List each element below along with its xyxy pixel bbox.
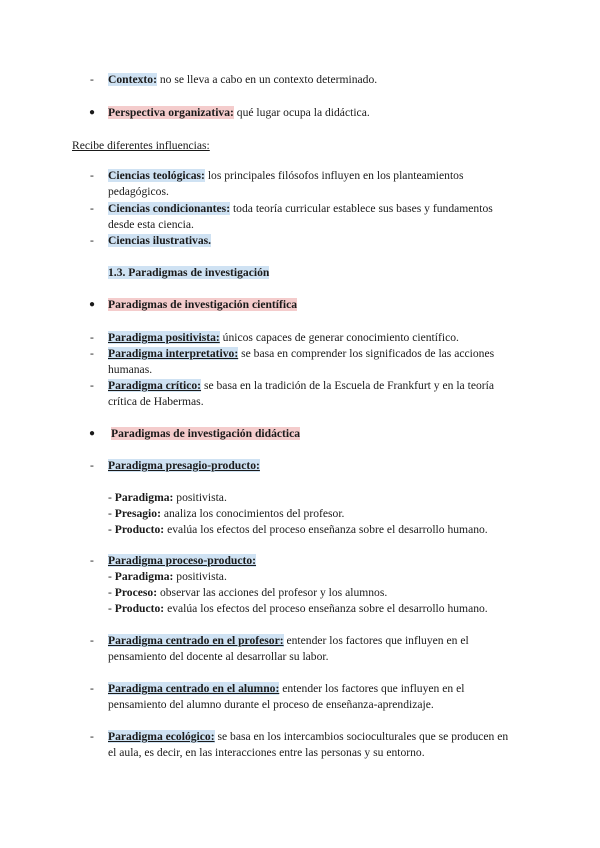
centrado-alumno-line: [108, 681, 464, 697]
didactica-heading: Paradigmas de investigación didáctica: [111, 427, 301, 440]
centrado-profesor-label: Paradigma centrado en el profesor:: [108, 634, 284, 647]
teologicas-text-cont: pedagógicos.: [108, 185, 169, 198]
positivista-text: únicos capaces de generar conocimiento científico.: [219, 331, 459, 344]
dash-marker: -: [90, 202, 94, 215]
interpretativo-label: Paradigma interpretativo:: [108, 347, 239, 360]
dash-marker: -: [90, 73, 94, 86]
proceso-producto-item: - Producto: evalúa los efectos del proceso enseñanza sobre el desarrollo humano.: [108, 602, 488, 615]
contexto-line: [108, 72, 377, 88]
centrado-alumno-label: Paradigma centrado en el alumno:: [108, 682, 280, 695]
dash-marker: -: [90, 379, 94, 392]
centrado-profesor-text: entender los factores que influyen en el: [283, 634, 469, 647]
proceso-producto-item: - Proceso: observar las acciones del profesor y los alumnos.: [108, 586, 388, 599]
perspectiva-line: [108, 105, 370, 121]
presagio-producto-title: Paradigma presagio-producto:: [108, 459, 260, 472]
centrado-profesor-line: [108, 633, 469, 649]
proceso-producto-item: - Paradigma: positivista.: [108, 570, 227, 583]
interpretativo-text: se basa en comprender los significados de las acciones: [238, 347, 495, 360]
ecologico-label: Paradigma ecológico:: [108, 730, 215, 743]
dash-marker: -: [90, 682, 94, 695]
presagio-producto-item: - Presagio: analiza los conocimientos del profesor.: [108, 507, 345, 520]
ecologico-text: se basa en los intercambios socioculturales que se producen en: [214, 730, 509, 743]
ilustrativas-label: Ciencias ilustrativas.: [108, 234, 212, 247]
positivista-label: Paradigma positivista:: [108, 331, 220, 344]
teologicas-text: los principales filósofos influyen en los planteamientos: [204, 169, 464, 182]
critico-label: Paradigma crítico:: [108, 379, 202, 392]
dash-marker: -: [90, 331, 94, 344]
dash-marker: -: [90, 169, 94, 182]
centrado-profesor-text-cont: pensamiento del docente al desarrollar su labor.: [108, 650, 329, 663]
condicionantes-text: toda teoría curricular establece sus bases y fundamentos: [230, 202, 493, 215]
dash-marker: -: [90, 459, 94, 472]
ilustrativas-line: [108, 233, 211, 249]
critico-line: [108, 378, 494, 394]
contexto-text: no se lleva a cabo en un contexto determinado.: [156, 73, 378, 86]
dash-marker: -: [90, 347, 94, 360]
perspectiva-text: qué lugar ocupa la didáctica.: [233, 106, 370, 119]
teologicas-label: Ciencias teológicas:: [108, 169, 205, 182]
interpretativo-line: [108, 346, 494, 362]
presagio-producto-item: - Paradigma: positivista.: [108, 491, 227, 504]
condicionantes-line: [108, 201, 493, 217]
dash-marker: -: [90, 234, 94, 247]
proceso-producto-title: Paradigma proceso-producto:: [108, 554, 257, 567]
perspectiva-label: Perspectiva organizativa:: [108, 106, 234, 119]
dash-marker: -: [90, 634, 94, 647]
critico-text-cont: crítica de Habermas.: [108, 395, 204, 408]
dash-marker: -: [90, 730, 94, 743]
positivista-line: [108, 330, 459, 346]
bullet-marker: ●: [89, 428, 96, 439]
contexto-label: Contexto:: [108, 73, 157, 86]
bullet-marker: ●: [89, 299, 96, 310]
section-title: 1.3. Paradigmas de investigación: [108, 266, 270, 279]
bullet-marker: ●: [89, 107, 96, 118]
interpretativo-text-cont: humanas.: [108, 363, 153, 376]
influencias-heading: Recibe diferentes influencias:: [72, 139, 210, 152]
ecologico-line: [108, 729, 508, 745]
critico-text: se basa en la tradición de la Escuela de Frankfurt y en la teoría: [201, 379, 494, 392]
dash-marker: -: [90, 554, 94, 567]
centrado-alumno-text: entender los factores que influyen en el: [279, 682, 465, 695]
teologicas-line: [108, 168, 463, 184]
presagio-producto-item: - Producto: evalúa los efectos del proceso enseñanza sobre el desarrollo humano.: [108, 523, 488, 536]
cientifica-heading: Paradigmas de investigación científica: [108, 298, 298, 311]
ecologico-text-cont: el aula, es decir, en las interacciones entre las personas y su entorno.: [108, 746, 425, 759]
condicionantes-text-cont: desde esta ciencia.: [108, 218, 194, 231]
condicionantes-label: Ciencias condicionantes:: [108, 202, 231, 215]
centrado-alumno-text-cont: pensamiento del alumno durante el proceso de enseñanza-aprendizaje.: [108, 698, 434, 711]
